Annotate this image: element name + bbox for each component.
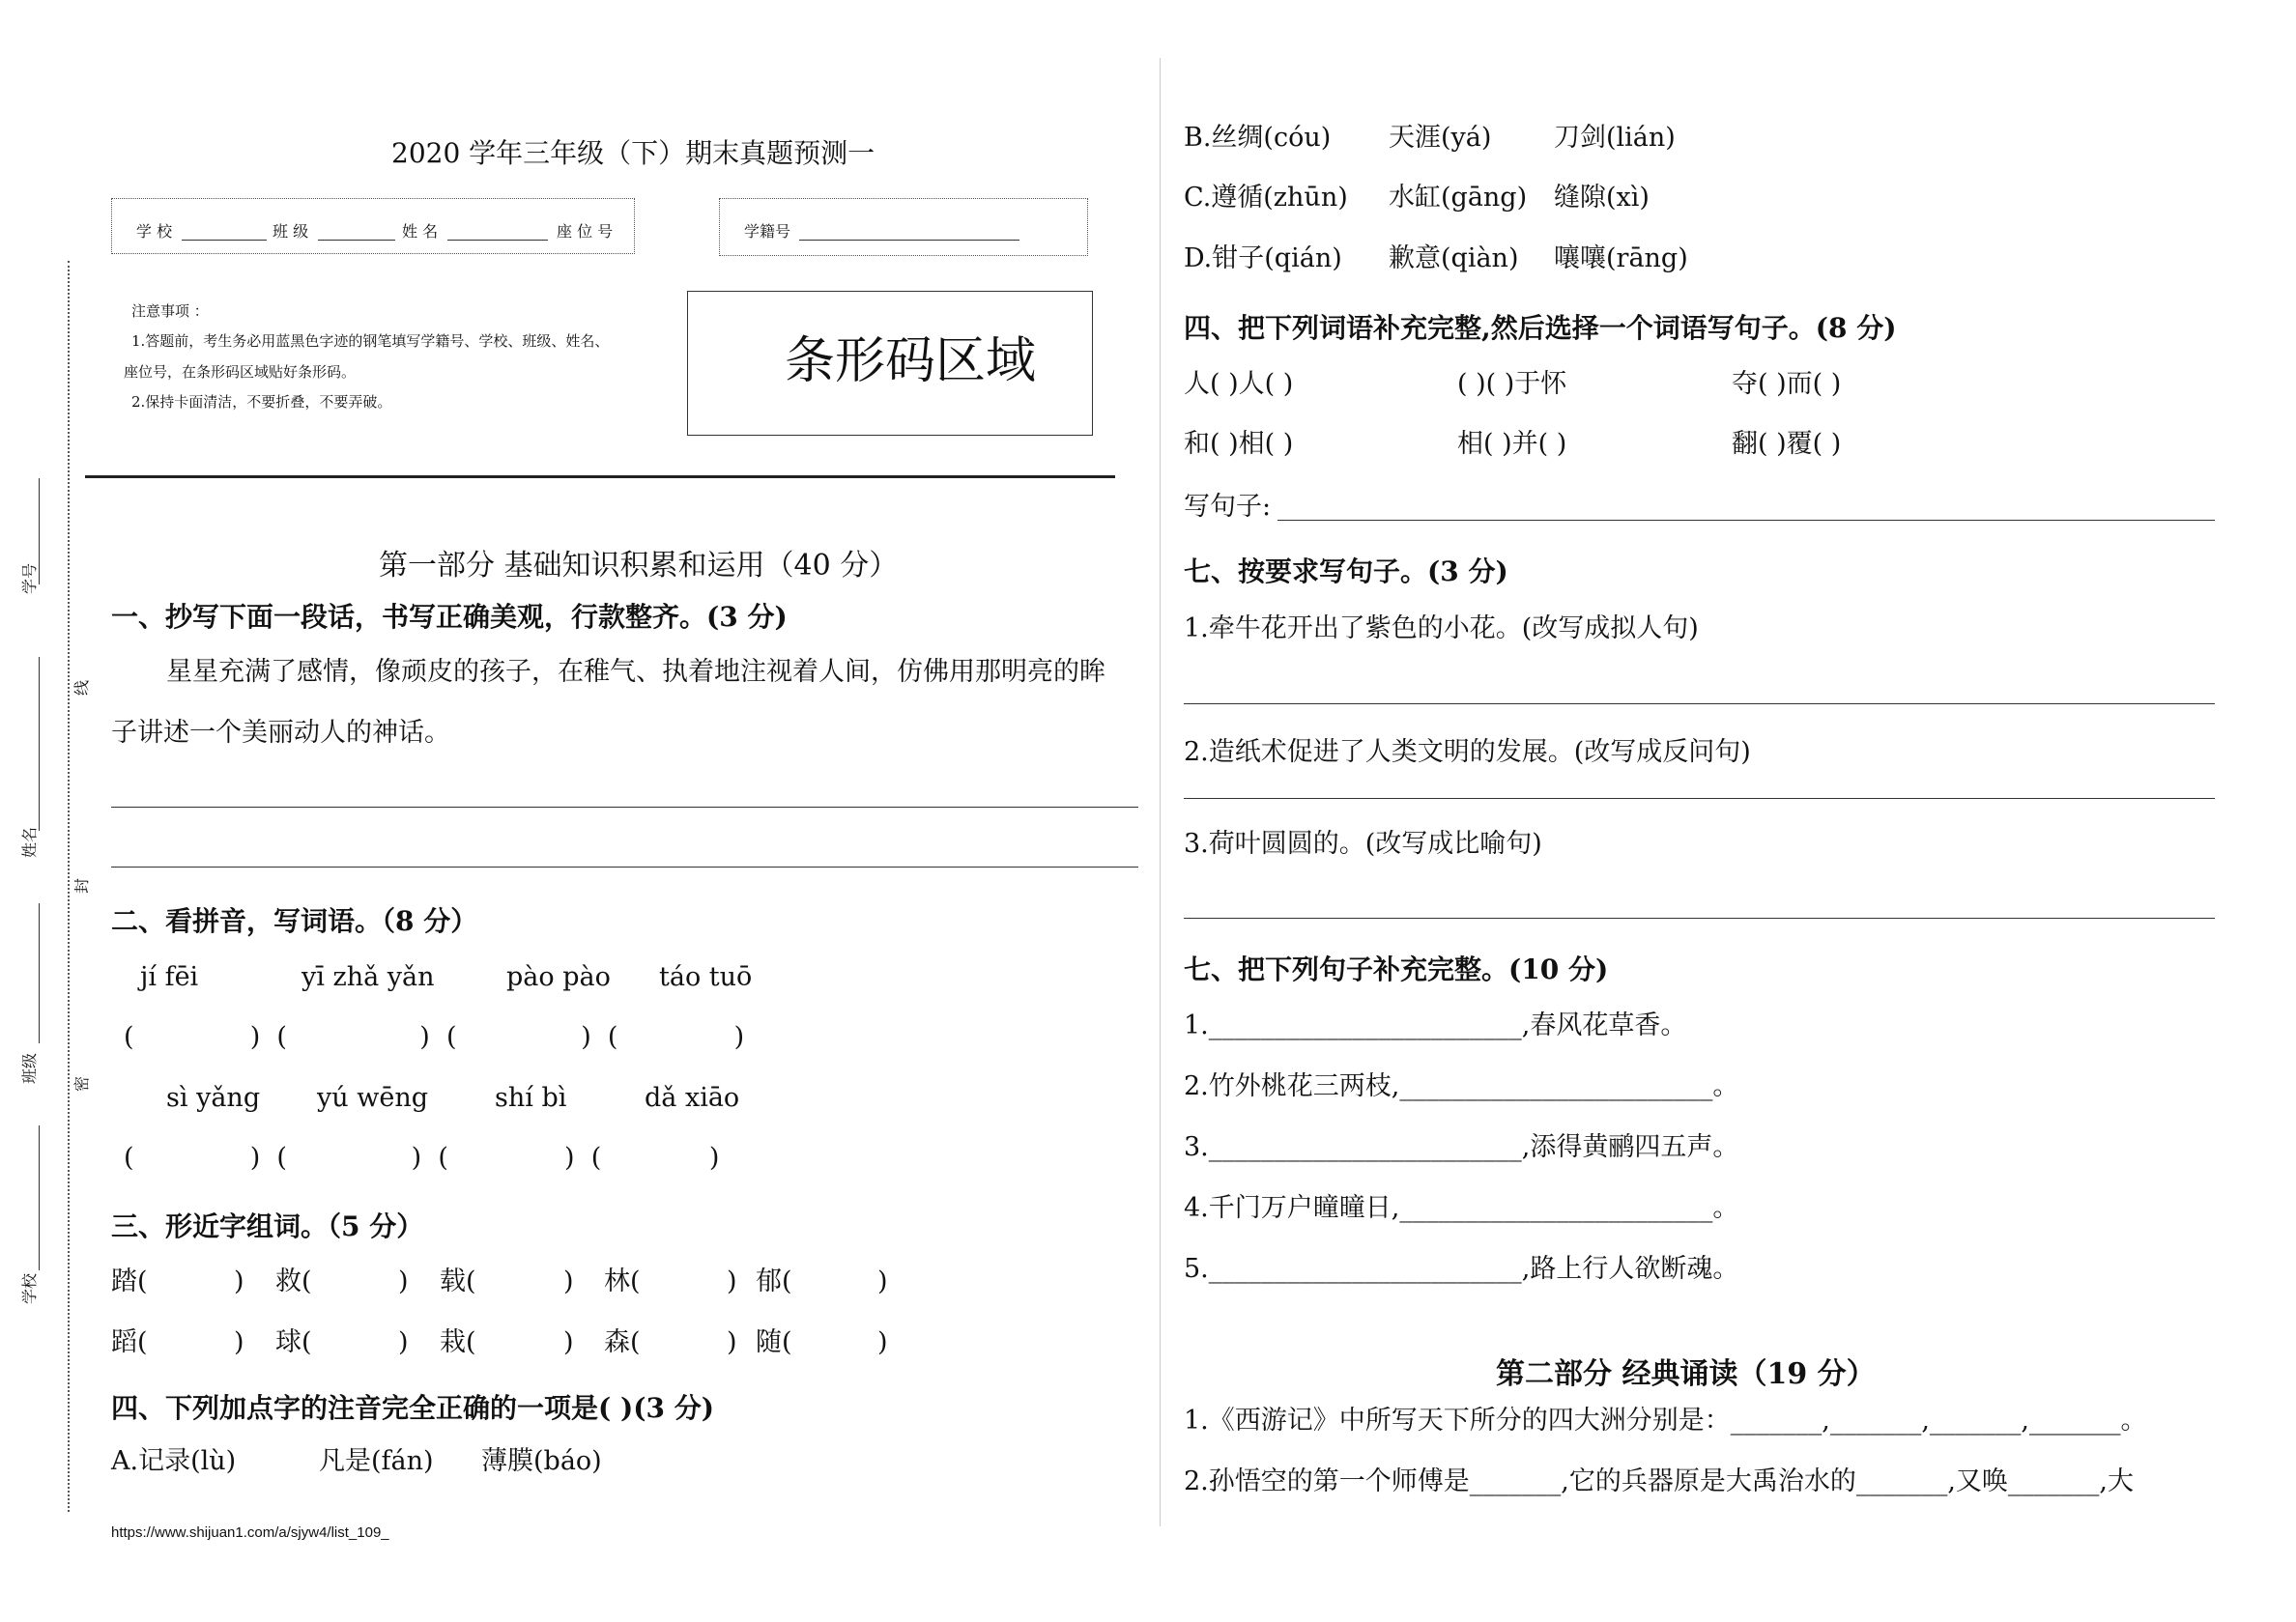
answer-row-2[interactable]: ( ) ( ) ( ) ( ) xyxy=(124,1143,720,1173)
q6-line-1[interactable] xyxy=(1184,703,2215,704)
q6-item-3: 3.荷叶圆圆的。(改写成比喻句) xyxy=(1184,829,1542,859)
char-1-3: 载( xyxy=(440,1266,476,1296)
notes-line1: 1.答题前，考生务必用蓝黑色字迹的钢笔填写学籍号、学校、班级、姓名、 xyxy=(131,332,610,350)
column-separator xyxy=(1160,58,1161,1526)
q7-item-5[interactable]: 5.________________________,路上行人欲断魂。 xyxy=(1184,1254,1739,1284)
q6-item-2: 2.造纸术促进了人类文明的发展。(改写成反问句) xyxy=(1184,737,1751,767)
q2-title: 二、看拼音，写词语。（8 分） xyxy=(111,905,478,937)
name-label: 姓 名 xyxy=(402,222,439,241)
paren-1-3[interactable]: ) xyxy=(563,1266,574,1296)
q4-option-d-3: 嚷嚷(rāng) xyxy=(1554,243,1688,273)
side-label-xuexiao: 学校 xyxy=(20,1272,39,1304)
notes-line3: 2.保持卡面清洁，不要折叠，不要弄破。 xyxy=(131,393,392,411)
side-blank-xingming[interactable] xyxy=(39,657,40,831)
q1-title: 一、抄写下面一段话，书写正确美观，行款整齐。(3 分) xyxy=(111,601,788,633)
char-1-5: 郁( xyxy=(756,1266,792,1296)
q6-line-2[interactable] xyxy=(1184,798,2215,799)
q1-text-b: 子讲述一个美丽动人的神话。 xyxy=(111,718,450,748)
q3-title: 三、形近字组词。（5 分） xyxy=(111,1210,424,1242)
q7-item-1[interactable]: 1.________________________,春风花草香。 xyxy=(1184,1010,1687,1040)
notes-line2: 座位号，在条形码区域贴好条形码。 xyxy=(124,363,357,381)
answer-row-1[interactable]: ( ) ( ) ( ) ( ) xyxy=(124,1022,745,1052)
char-1-1: 踏( xyxy=(111,1266,148,1296)
side-blank-xuehao[interactable] xyxy=(39,478,40,584)
paren-1-1[interactable]: ) xyxy=(234,1266,244,1296)
char-2-2: 球( xyxy=(275,1327,312,1357)
paren-2-2[interactable]: ) xyxy=(398,1327,409,1357)
paren-2-4[interactable]: ) xyxy=(727,1327,737,1357)
q4-title: 四、下列加点字的注音完全正确的一项是( )(3 分) xyxy=(111,1392,714,1424)
q4-option-a-3: 薄膜(báo) xyxy=(481,1446,602,1476)
school-blank[interactable] xyxy=(182,240,267,241)
q4-option-d-1[interactable]: D.钳子(qián) xyxy=(1184,243,1342,273)
side-label-xingming: 姓名 xyxy=(20,826,39,858)
q4-option-c-1[interactable]: C.遵循(zhūn) xyxy=(1184,183,1348,213)
header-divider xyxy=(85,475,1115,478)
side-blank-banji[interactable] xyxy=(39,903,40,1043)
class-blank[interactable] xyxy=(318,240,395,241)
q4-option-d-2: 歉意(qiàn) xyxy=(1389,243,1519,273)
side-label-xuehao: 学号 xyxy=(20,562,39,594)
q1-writing-line-2[interactable] xyxy=(111,867,1138,868)
barcode-label: 条形码区域 xyxy=(785,332,1037,390)
write-sentence-label: 写句子: xyxy=(1184,492,1272,522)
pinyin-1-4: táo tuō xyxy=(659,962,753,992)
q4-option-c-2: 水缸(gāng) xyxy=(1389,183,1528,213)
q4-option-b-2: 天涯(yá) xyxy=(1389,123,1492,153)
words-2-2[interactable]: 相( )并( ) xyxy=(1457,429,1567,459)
notes-heading: 注意事项 ： xyxy=(131,302,209,320)
q4-option-b-3: 刀剑(lián) xyxy=(1554,123,1676,153)
words-1-2[interactable]: ( )( )于怀 xyxy=(1457,369,1567,399)
part2-item-1[interactable]: 1.《西游记》中所写天下所分的四大洲分别是：_______,_______,_______,_______。 xyxy=(1184,1406,2147,1436)
paren-1-4[interactable]: ) xyxy=(727,1266,737,1296)
side-blank-xuexiao[interactable] xyxy=(39,1125,40,1270)
paren-1-5[interactable]: ) xyxy=(877,1266,888,1296)
pinyin-2-3: shí bì xyxy=(495,1083,567,1113)
part2-title: 第二部分 经典诵读（19 分） xyxy=(1496,1357,1876,1391)
q6-line-3[interactable] xyxy=(1184,918,2215,919)
pinyin-2-1: sì yǎng xyxy=(166,1083,261,1113)
q5-title: 四、把下列词语补充完整,然后选择一个词语写句子。(8 分) xyxy=(1184,312,1897,344)
name-blank[interactable] xyxy=(447,240,548,241)
side-label-mi: 密 xyxy=(72,1075,91,1092)
paren-1-2[interactable]: ) xyxy=(398,1266,409,1296)
q7-item-2[interactable]: 2.竹外桃花三两枝,________________________。 xyxy=(1184,1071,1739,1101)
words-2-1[interactable]: 和( )相( ) xyxy=(1184,429,1294,459)
side-label-feng: 封 xyxy=(72,877,91,894)
q7-title: 七、把下列句子补充完整。(10 分) xyxy=(1184,953,1609,985)
paren-2-1[interactable]: ) xyxy=(234,1327,244,1357)
q1-text-a: 星星充满了感情，像顽皮的孩子，在稚气、执着地注视着人间，仿佛用那明亮的眸 xyxy=(166,657,1105,687)
char-1-4: 林( xyxy=(604,1266,641,1296)
student-id-box xyxy=(719,198,1088,256)
q7-item-3[interactable]: 3.________________________,添得黄鹂四五声。 xyxy=(1184,1132,1739,1162)
q1-writing-line-1[interactable] xyxy=(111,807,1138,808)
pinyin-1-1: jí fēi xyxy=(140,962,199,992)
words-1-1[interactable]: 人( )人( ) xyxy=(1184,369,1294,399)
paren-2-5[interactable]: ) xyxy=(877,1327,888,1357)
char-2-3: 栽( xyxy=(440,1327,476,1357)
barcode-area xyxy=(687,291,1093,436)
q4-option-b-1[interactable]: B.丝绸(cóu) xyxy=(1184,123,1332,153)
char-2-4: 森( xyxy=(604,1327,641,1357)
char-2-5: 随( xyxy=(756,1327,792,1357)
school-label: 学 校 xyxy=(136,222,173,241)
words-1-3[interactable]: 夺( )而( ) xyxy=(1732,369,1842,399)
paren-2-3[interactable]: ) xyxy=(563,1327,574,1357)
q4-option-a-1[interactable]: A.记录(lù) xyxy=(111,1446,237,1476)
q4-option-a-2: 凡是(fán) xyxy=(319,1446,434,1476)
char-1-2: 救( xyxy=(275,1266,312,1296)
words-2-3[interactable]: 翻( )覆( ) xyxy=(1732,429,1842,459)
write-sentence-line[interactable] xyxy=(1277,520,2215,521)
part1-title: 第一部分 基础知识积累和运用（40 分） xyxy=(379,549,899,583)
q6-item-1: 1.牵牛花开出了紫色的小花。(改写成拟人句) xyxy=(1184,613,1699,643)
q7-item-4[interactable]: 4.千门万户曈曈日,________________________。 xyxy=(1184,1193,1739,1223)
pinyin-2-2: yú wēng xyxy=(317,1083,428,1113)
part2-item-2[interactable]: 2.孙悟空的第一个师傅是_______,它的兵器原是大禹治水的_______,又唤_______,大 xyxy=(1184,1466,2135,1496)
char-2-1: 蹈( xyxy=(111,1327,148,1357)
seat-label: 座 位 号 xyxy=(557,222,614,241)
pinyin-1-2: yī zhǎ yǎn xyxy=(301,962,435,992)
class-label: 班 级 xyxy=(273,222,309,241)
pinyin-2-4: dǎ xiāo xyxy=(645,1083,740,1113)
q6-title: 七、按要求写句子。(3 分) xyxy=(1184,555,1508,587)
student-id-label: 学籍号 xyxy=(744,222,791,241)
page-title: 2020 学年三年级（下）期末真题预测一 xyxy=(391,137,875,169)
footer-url[interactable]: https://www.shijuan1.com/a/sjyw4/list_109_ xyxy=(111,1524,389,1541)
student-id-blank[interactable] xyxy=(799,240,1019,241)
q4-option-c-3: 缝隙(xì) xyxy=(1554,183,1650,213)
info-box xyxy=(111,198,635,254)
side-label-banji: 班级 xyxy=(20,1052,39,1084)
side-label-xian: 线 xyxy=(72,679,91,696)
pinyin-1-3: pào pào xyxy=(506,962,611,992)
